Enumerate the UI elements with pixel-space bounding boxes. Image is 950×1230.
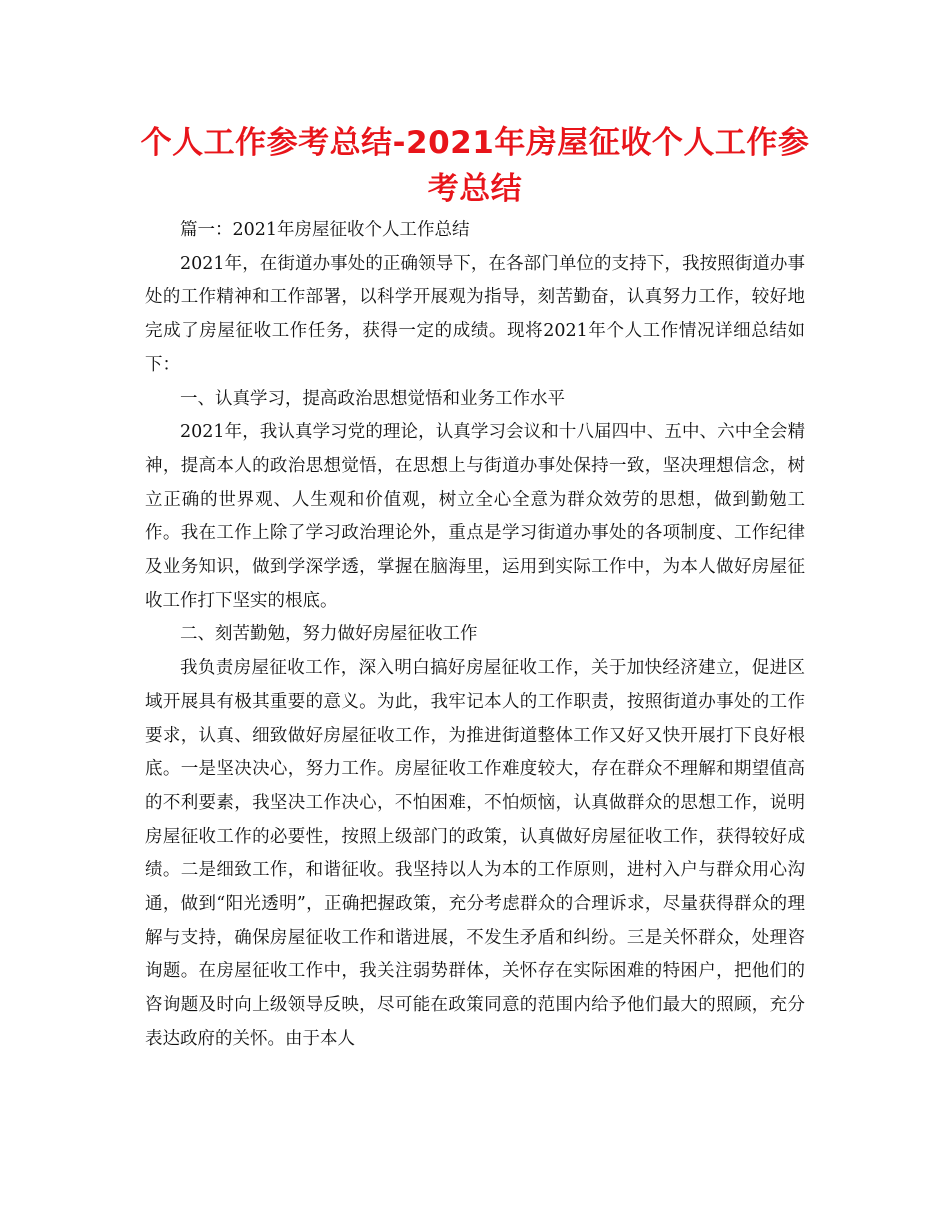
intro-paragraph: 2021年，在街道办事处的正确领导下，在各部门单位的支持下，我按照街道办事处的工作精神和工作部署，以科学开展观为指导，刻苦勤奋，认真努力工作，较好地完成了房屋征收工作任务，获得一定的成绩。现将2021年个人工作情况详细总结如下：: [145, 253, 805, 375]
section-2-paragraph: 我负责房屋征收工作，深入明白搞好房屋征收工作，关于加快经济建立，促进区域开展具有极其重要的意义。为此，我牢记本人的工作职责，按照街道办事处的工作要求，认真、细致做好房屋征收工作，为推进街道整体工作又好又快开展打下良好根底。一是坚决决心，努力工作。房屋征收工作难度较大，存在群众不理解和期望值高的不利要素，我坚决工作决心，不怕困难，不怕烦恼，认真做群众的思想工作，说明房屋征收工作的必要性，按照上级部门的政策，认真做好房屋征收工作，获得较好成绩。二是细致工作，和谐征收。我坚持以人为本的工作原则，进村入户与群众用心沟通，做到“阳光透明”，正确把握政策，充分考虑群众的合理诉求，尽量获得群众的理解与支持，确保房屋征收工作和谐进展，不发生矛盾和纠纷。三是关怀群众，处理咨询题。在房屋征收工作中，我关注弱势群体，关怀存在实际困难的特困户，把他们的咨询题及时向上级领导反映，尽可能在政策同意的范围内给予他们最大的照顾，充分表达政府的关怀。由于本人: [145, 658, 805, 1049]
document-title: [140, 120, 810, 212]
section-heading-part-one: 篇一：2021年房屋征收个人工作总结: [180, 220, 470, 240]
section-heading-1: 一、认真学习，提高政治思想觉悟和业务工作水平: [180, 388, 565, 409]
title-line-2: 考总结: [427, 171, 523, 207]
section-1-paragraph: 2021年，我认真学习党的理论，认真学习会议和十八届四中、五中、六中全会精神，提高本人的政治思想觉悟，在思想上与街道办事处保持一致，坚决理想信念，树立正确的世界观、人生观和价值观，树立全心全意为群众效劳的思想，做到勤勉工作。我在工作上除了学习政治理论外，重点是学习街道办事处的各项制度、工作纪律及业务知识，做到学深学透，掌握在脑海里，运用到实际工作中，为本人做好房屋征收工作打下坚实的根底。: [145, 422, 805, 611]
title-line-1: 个人工作参考总结-2021年房屋征收个人工作参: [140, 125, 810, 161]
document-body: [145, 214, 805, 1057]
section-heading-2: 二、刻苦勤勉，努力做好房屋征收工作: [180, 624, 478, 645]
